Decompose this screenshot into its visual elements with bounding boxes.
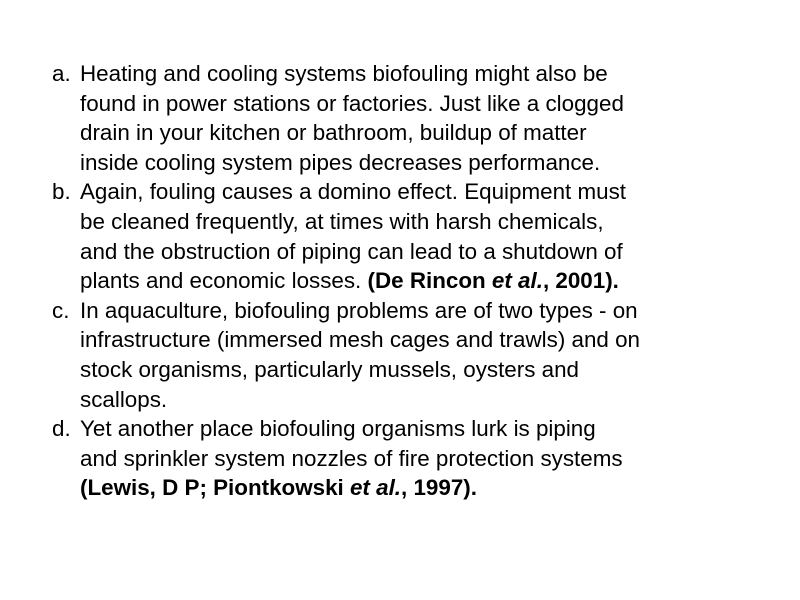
list-marker: b. [52, 179, 71, 205]
citation-year: , 1997). [401, 475, 477, 501]
citation-et-al: et al. [349, 475, 402, 501]
slide-body [52, 59, 782, 503]
paragraph-text: Again, fouling causes a domino effect. Equipment must be cleaned frequently, at times with harsh chemicals, and the obstruction of piping can lead to a shutdown of plants and economic losses. [80, 179, 626, 294]
list-marker: c. [52, 297, 70, 323]
list-item-c [52, 296, 782, 414]
list-item-text [80, 414, 782, 503]
citation-et-al: et al. [491, 268, 543, 294]
list-item-text [80, 177, 782, 295]
citation [80, 475, 477, 500]
paragraph-text: In aquaculture, biofouling problems are of two types - on infrastructure (immersed mesh cages and trawls) and on stock organisms, particularly mussels, oysters and scallops. [80, 297, 640, 412]
paragraph-text: Yet another place biofouling organisms lurk is piping and sprinkler system nozzles of fire protection systems [80, 416, 623, 471]
citation-authors: (De Rincon [367, 268, 492, 294]
list-item-d [52, 414, 782, 503]
citation [368, 268, 619, 293]
list-marker: a. [52, 61, 71, 86]
citation-year: , 2001). [542, 268, 619, 294]
list-item-text [80, 296, 782, 414]
list-item-text [80, 59, 782, 177]
list-marker: d. [52, 416, 71, 442]
citation-authors: (Lewis, D P; Piontkowski [80, 475, 350, 501]
paragraph-text: Heating and cooling systems biofouling might also be found in power stations or factories. Just like a clogged drain in your kitchen or bathroom, buildup of matter inside cooling system pipes decreases performance. [80, 61, 624, 175]
list-item-a [52, 59, 782, 177]
list-item-b [52, 177, 782, 295]
